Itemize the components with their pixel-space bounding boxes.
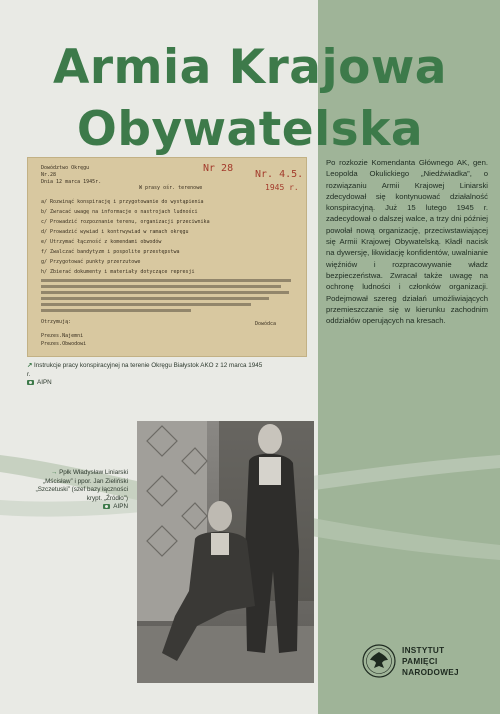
logo-line-2: PAMIĘCI [402, 657, 438, 667]
logo-line-1: INSTYTUT [402, 646, 445, 655]
camera-icon [27, 380, 34, 385]
doc-typed-line: b/ Zwracać uwagę na informacje o nastrojach ludności [41, 209, 198, 215]
typed-line [41, 285, 281, 288]
doc-typed-line: f/ Zwalczać bandytyzm i pospolite przestępstwa [41, 249, 180, 255]
typed-line [41, 279, 291, 282]
typed-line [41, 297, 269, 300]
doc-stamp-3: 1945 r. [265, 183, 299, 192]
doc-sign-left-1: Otrzymują: [41, 319, 72, 325]
doc-typed-line: g/ Przygotować punkty przerzutowe [41, 259, 141, 265]
logo-line-3: NARODOWEJ [402, 668, 459, 678]
typed-line [41, 309, 191, 312]
caption-portrait [28, 469, 128, 512]
doc-sign-right: Dowódca [255, 321, 277, 327]
doc-typed-line: c/ Prowadzić rozpoznanie terenu, organizacji przeciwnika [41, 219, 210, 225]
arrow-right-icon: ↗ [27, 362, 33, 369]
caption-document-source: AIPN [37, 379, 52, 387]
logo-text [402, 645, 459, 679]
archival-document-photo [27, 157, 307, 357]
typed-line [41, 291, 289, 294]
portrait-illustration [137, 421, 314, 683]
doc-typed-line: a/ Rozwinąć konspirację i przygotowanie do wystąpienia [41, 199, 204, 205]
poster-title-line-2: Obywatelska [76, 102, 424, 157]
ipn-logo [362, 642, 462, 682]
doc-typed-line: d/ Prowadzić wywiad i kontrwywiad w ramach okręgu [41, 229, 189, 235]
camera-icon [103, 504, 110, 509]
doc-sign-left-3: Prezes.Obwodowi [41, 341, 87, 347]
caption-portrait-source: AIPN [113, 503, 128, 511]
poster-title-line-1: Armia Krajowa [52, 40, 448, 95]
portrait-photo [137, 421, 314, 683]
caption-document-text: Instrukcje pracy konspiracyjnej na terenie Okręgu Białystok AKO z 12 marca 1945 r. [27, 362, 263, 378]
doc-stamp-2: Nr. 4.5. [255, 169, 304, 180]
caption-portrait-text: Ppłk Władysław Liniarski „Mścisław” i ppor. Jan Zieliński „Szczetuski” (szef bazy łączności krypt. „Źródło”) [35, 469, 128, 502]
doc-header-left-2: Nr.28 [41, 172, 57, 178]
doc-header-center: W prasy ośr. terenowe [139, 185, 203, 191]
eagle-seal-icon [362, 644, 396, 678]
caption-document [27, 362, 267, 388]
doc-typed-line: e/ Utrzymać łączność z komendami obwodów [41, 239, 162, 245]
doc-stamp-1: Nr 28 [203, 163, 234, 174]
doc-header-left-1: Dowództwo Okręgu [41, 165, 90, 171]
typed-line [41, 303, 251, 306]
doc-header-left-3: Dnia 12 marca 1945r. [41, 179, 102, 185]
doc-sign-left-2: Prezes.Najemni [41, 333, 84, 339]
body-text: Po rozkozie Komendanta Głównego AK, gen. Leopolda Okulickiego „Niedźwiadka”, o rozwiązaniu Armii Krajowej Liniarski zdecydował się kontynuować działalność konspiracyjną. Już 15 lutego 1945 r. zadecydował o dalszej walce, a trzy dni później powołał nową organizację, przeciwstawiającej się Armii Krajowej Obywatelską. Kładł nacisk na dywersję, likwidację konfidentów, uwalnianie więźniów i rozpracowywanie władz bezpieczeństwa. Zwracał także uwagę na ochronę ludności i członków organizacji. Podejmował szereg działań umożliwiających przemieszczanie się w kierunku zachodnim oddziałów operujących na kresach. [326, 158, 488, 326]
arrow-right-icon: → [51, 469, 58, 476]
doc-typed-line: h/ Zbierać dokumenty i materiały dotyczące represji [41, 269, 195, 275]
